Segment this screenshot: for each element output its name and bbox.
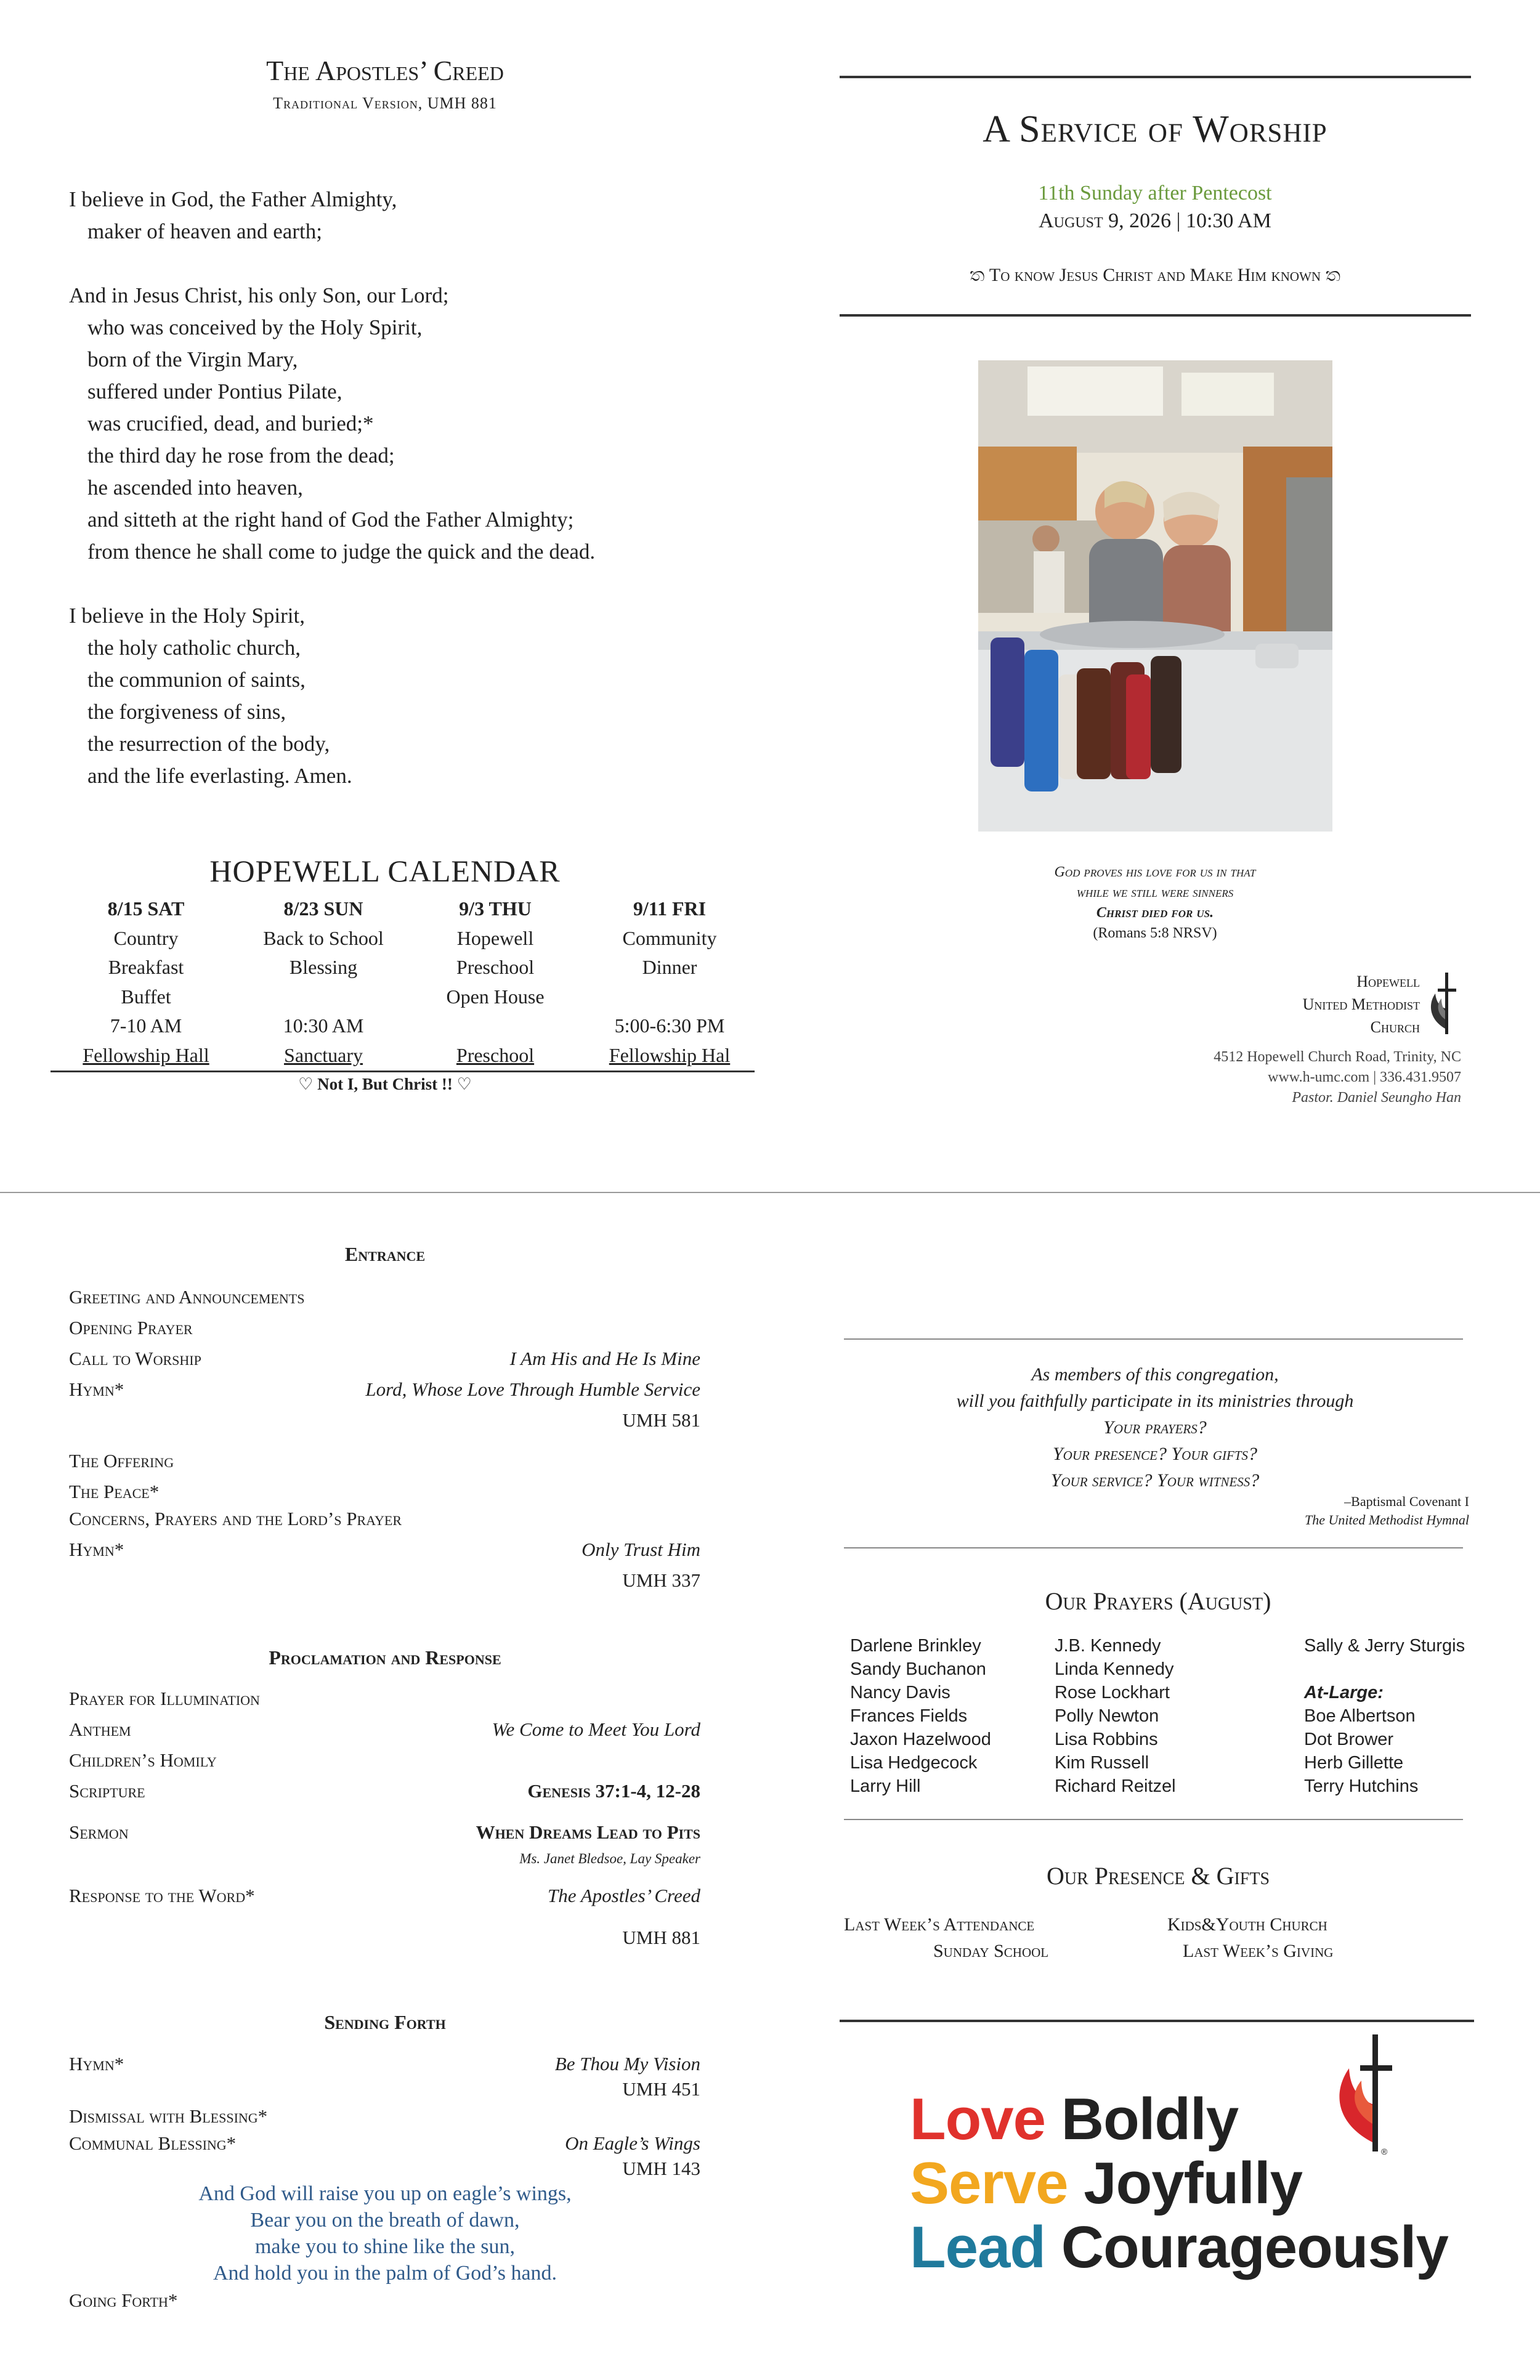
church-contact: www.h-umc.com | 336.431.9507	[1268, 1069, 1461, 1085]
covenant-rule-bottom	[844, 1547, 1463, 1548]
slogan-word: Joyfully	[1084, 2150, 1302, 2216]
order-item: Response to the Word*	[69, 1885, 255, 1906]
event-line: Country	[113, 926, 179, 949]
creed-line: the forgiveness of sins,	[87, 700, 286, 724]
slogan-word: Boldly	[1061, 2086, 1239, 2152]
presence-heading: Our Presence & Gifts	[1046, 1862, 1270, 1890]
creed-line: who was conceived by the Holy Spirit,	[87, 315, 423, 339]
cover-rule-top	[840, 76, 1471, 78]
kitchen-photo	[978, 360, 1332, 832]
order-item: Call to Worship	[69, 1348, 201, 1369]
creed-line: was crucified, dead, and buried;*	[87, 411, 374, 435]
order-item: Hymn*	[69, 1539, 124, 1560]
hymn-number: UMH 143	[622, 2158, 700, 2179]
scripture-verse	[918, 862, 1392, 944]
cover-rule-bottom	[840, 314, 1471, 317]
kids-youth-label: Kids&Youth Church	[1167, 1914, 1327, 1935]
creed-line: And in Jesus Christ, his only Son, our Lord;	[69, 283, 449, 307]
creed-line: and the life everlasting. Amen.	[87, 764, 352, 788]
order-item: Dismissal with Blessing*	[69, 2105, 268, 2127]
slogan-line-3	[910, 2214, 1448, 2280]
event-time	[409, 1011, 582, 1041]
slogan-line-2	[910, 2150, 1302, 2216]
order-item: Going Forth*	[69, 2289, 178, 2311]
order-item: Anthem	[69, 1718, 131, 1740]
creed-line: and sitteth at the right hand of God the Father Almighty;	[87, 508, 574, 532]
order-item-title: I Am His and He Is Mine	[509, 1348, 700, 1369]
church-name-line: United Methodist	[1302, 995, 1420, 1013]
covenant-rule-top	[844, 1338, 1463, 1340]
event-line: Open House	[446, 985, 545, 1008]
prayer-name: Lisa Robbins	[1055, 1730, 1158, 1749]
covenant-line: will you faithfully participate in its ministries through	[956, 1391, 1354, 1411]
slogan-word: Lead	[910, 2214, 1046, 2280]
covenant-citation: –Baptismal Covenant I	[1344, 1494, 1469, 1509]
order-item: Prayer for Illumination	[69, 1688, 260, 1709]
event-line: Back to School	[263, 926, 384, 949]
prayer-name: Larry Hill	[850, 1776, 921, 1796]
prayers-heading: Our Prayers (August)	[1045, 1587, 1271, 1615]
event-line: Blessing	[289, 956, 358, 978]
order-item: Hymn*	[69, 2053, 124, 2074]
prayers-rule	[844, 1819, 1463, 1820]
order-item: Sermon	[69, 1821, 129, 1843]
event-line: Preschool	[456, 956, 535, 978]
slogan-word: Love	[910, 2086, 1046, 2152]
prayer-name: Linda Kennedy	[1055, 1659, 1174, 1679]
event-time: 7-10 AM	[110, 1014, 182, 1037]
prayer-list-2	[1055, 1634, 1176, 1798]
order-item: Opening Prayer	[69, 1317, 193, 1338]
covenant-line: Your service? Your witness?	[1050, 1470, 1260, 1491]
creed-line: maker of heaven and earth;	[87, 219, 322, 243]
calendar-event	[60, 894, 232, 1070]
service-title: A Service of Worship	[983, 108, 1327, 150]
prayer-name: Sandy Buchanon	[850, 1659, 986, 1679]
prayer-name: J.B. Kennedy	[1055, 1636, 1161, 1656]
event-line: Buffet	[121, 985, 171, 1008]
calendar-divider	[51, 1071, 755, 1072]
church-name-line: Church	[1370, 1018, 1420, 1036]
blessing-line: make you to shine like the sun,	[254, 2235, 516, 2258]
church-address: 4512 Hopewell Church Road, Trinity, NC	[1214, 1049, 1461, 1065]
covenant-line: Your prayers?	[1103, 1417, 1207, 1438]
pastor-name: Pastor. Daniel Seungho Han	[1292, 1090, 1461, 1106]
creed-line: I believe in God, the Father Almighty,	[69, 187, 397, 211]
prayer-name: Sally & Jerry Sturgis	[1304, 1636, 1465, 1656]
section-heading-proclamation: Proclamation and Response	[269, 1646, 501, 1669]
creed-line: the resurrection of the body,	[87, 732, 330, 756]
covenant-source: The United Methodist Hymnal	[1304, 1512, 1469, 1528]
prayer-name: Lisa Hedgecock	[850, 1753, 978, 1773]
attendance-label: Last Week’s Attendance	[844, 1914, 1035, 1935]
slogan-line-1	[910, 2086, 1239, 2152]
blessing-line: And hold you in the palm of God’s hand.	[213, 2262, 557, 2285]
creed-line: from thence he shall come to judge the quick and the dead.	[87, 540, 596, 564]
section-heading-sending: Sending Forth	[324, 2011, 446, 2033]
event-location: Fellowship Hall	[83, 1043, 209, 1066]
order-item: Concerns, Prayers and the Lord’s Prayer	[69, 1508, 402, 1529]
event-location: Sanctuary	[284, 1043, 363, 1066]
liturgical-day: 11th Sunday after Pentecost	[1038, 182, 1272, 204]
hymn-number: UMH 337	[622, 1569, 700, 1591]
order-item: Communal Blessing*	[69, 2132, 237, 2154]
blessing-line: Bear you on the breath of dawn,	[250, 2209, 520, 2232]
church-name-line: Hopewell	[1356, 973, 1420, 990]
scripture-reference: Genesis 37:1-4, 12-28	[527, 1780, 700, 1802]
baptismal-covenant	[850, 1361, 1460, 1494]
verse-reference: (Romans 5:8 NRSV)	[1093, 925, 1217, 941]
prayer-name: Nancy Davis	[850, 1683, 950, 1702]
prayer-name: Frances Fields	[850, 1706, 968, 1726]
presence-rule	[840, 2020, 1474, 2022]
order-item-title: Be Thou My Vision	[554, 2053, 700, 2074]
creed-line: suffered under Pontius Pilate,	[87, 379, 342, 403]
event-line: Dinner	[642, 956, 697, 978]
creed-line: born of the Virgin Mary,	[87, 347, 298, 371]
event-line	[583, 982, 756, 1012]
order-item-title: On Eagle’s Wings	[565, 2132, 700, 2154]
slogan-word: Serve	[910, 2150, 1068, 2216]
order-item: Scripture	[69, 1780, 145, 1802]
prayer-name: Dot Brower	[1304, 1730, 1394, 1749]
order-item-title: Lord, Whose Love Through Humble Service	[365, 1378, 700, 1400]
prayer-name: Kim Russell	[1055, 1753, 1149, 1773]
verse-line: Christ died for us.	[1096, 905, 1214, 921]
prayer-name	[1304, 1658, 1465, 1681]
prayer-name: Richard Reitzel	[1055, 1776, 1176, 1796]
at-large-label: At-Large:	[1304, 1683, 1384, 1702]
prayer-list-3	[1304, 1634, 1465, 1798]
order-item-title: Only Trust Him	[582, 1539, 700, 1560]
prayer-name: Herb Gillette	[1304, 1753, 1404, 1773]
cross-flame-logo-icon	[1324, 2031, 1417, 2161]
giving-label: Last Week’s Giving	[1183, 1941, 1334, 1961]
order-item: Children’s Homily	[69, 1749, 217, 1771]
prayer-name: Boe Albertson	[1304, 1706, 1416, 1726]
page-fold-line	[0, 1192, 1540, 1193]
cross-flame-icon	[1423, 970, 1463, 1038]
calendar-event	[409, 894, 582, 1070]
service-date: August 9, 2026 | 10:30 AM	[1039, 209, 1271, 232]
event-time: 10:30 AM	[283, 1014, 364, 1037]
blessing-text	[68, 2180, 702, 2286]
event-line	[237, 982, 410, 1012]
slogan-word: Courageously	[1061, 2214, 1448, 2280]
creed-title: The Apostles’ Creed	[266, 55, 504, 86]
creed-line: he ascended into heaven,	[87, 476, 303, 500]
order-item-title: The Apostles’ Creed	[548, 1885, 700, 1906]
event-line: Community	[622, 926, 717, 949]
calendar-title: HOPEWELL CALENDAR	[209, 854, 561, 888]
covenant-line: As members of this congregation,	[1031, 1364, 1279, 1385]
order-item: Hymn*	[69, 1378, 124, 1400]
event-line: Hopewell	[456, 926, 534, 949]
svg-text:®: ®	[1381, 2147, 1388, 2156]
sunday-school-label: Sunday School	[933, 1941, 1049, 1961]
creed-line: the holy catholic church,	[87, 636, 301, 660]
calendar-event	[583, 894, 756, 1070]
calendar-motto: ♡ Not I, But Christ !! ♡	[298, 1075, 472, 1093]
blessing-line: And God will raise you up on eagle’s wings,	[198, 2182, 572, 2205]
event-date: 9/11 FRI	[633, 897, 707, 920]
prayer-name: Terry Hutchins	[1304, 1776, 1419, 1796]
creed-subtitle: Traditional Version, UMH 881	[273, 94, 497, 112]
section-heading-entrance: Entrance	[344, 1243, 426, 1265]
order-item: The Offering	[69, 1450, 174, 1471]
verse-line: while we still were sinners	[1076, 884, 1234, 901]
creed-line: the communion of saints,	[87, 668, 306, 692]
event-line: Breakfast	[108, 956, 184, 978]
event-date: 8/23 SUN	[283, 897, 363, 920]
prayer-name: Polly Newton	[1055, 1706, 1159, 1726]
hymn-number: UMH 451	[622, 2078, 700, 2100]
prayer-name: Rose Lockhart	[1055, 1683, 1170, 1702]
sermon-title: When Dreams Lead to Pits	[476, 1821, 700, 1843]
creed-line: the third day he rose from the dead;	[87, 443, 395, 467]
event-date: 9/3 THU	[459, 897, 532, 920]
hymn-number: UMH 881	[622, 1927, 700, 1948]
prayer-list-1	[850, 1634, 991, 1798]
prayer-name: Jaxon Hazelwood	[850, 1730, 991, 1749]
order-item: The Peace*	[69, 1481, 160, 1502]
calendar-event	[237, 894, 410, 1070]
mission-statement: ත To know Jesus Christ and Make Him known ත	[970, 265, 1340, 285]
prayer-name: Darlene Brinkley	[850, 1636, 981, 1656]
verse-line: God proves his love for us in that	[1054, 864, 1256, 880]
order-item: Greeting and Announcements	[69, 1286, 305, 1308]
covenant-line: Your presence? Your gifts?	[1052, 1444, 1257, 1464]
event-location: Preschool	[456, 1043, 535, 1066]
event-date: 8/15 SAT	[107, 897, 185, 920]
order-item-title: We Come to Meet You Lord	[492, 1718, 700, 1740]
speaker-name: Ms. Janet Bledsoe, Lay Speaker	[519, 1851, 700, 1866]
event-time: 5:00-6:30 PM	[614, 1014, 725, 1037]
event-location: Fellowship Hal	[609, 1043, 731, 1066]
creed-line: I believe in the Holy Spirit,	[69, 604, 305, 628]
hymn-number: UMH 581	[622, 1409, 700, 1431]
